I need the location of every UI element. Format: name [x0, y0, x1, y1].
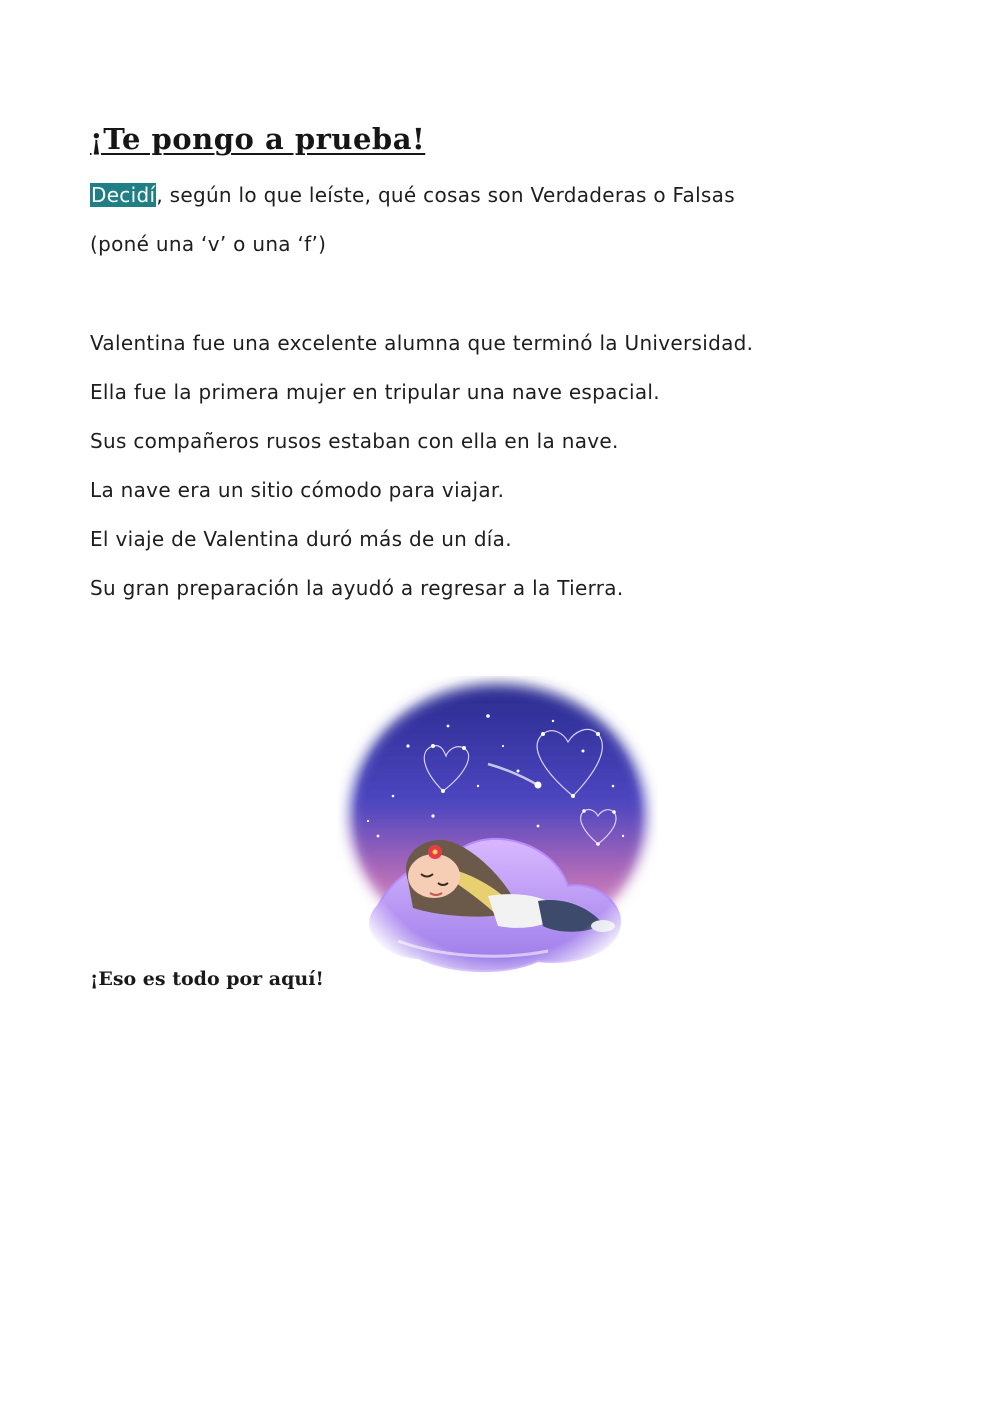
- highlighted-word: Decidí: [91, 183, 156, 207]
- sleeping-girl-illustration: [338, 676, 658, 992]
- statement-5: El viaje de Valentina duró más de un día.: [90, 527, 512, 551]
- statement-4: La nave era un sitio cómodo para viajar.: [90, 478, 505, 502]
- statement-1: Valentina fue una excelente alumna que terminó la Universidad.: [90, 331, 754, 355]
- instructions-line: [90, 183, 735, 207]
- instructions-note: (poné una ‘v’ o una ‘f’): [90, 232, 327, 256]
- instructions-text: , según lo que leíste, qué cosas son Verdaderas o Falsas: [156, 183, 735, 207]
- statement-3: Sus compañeros rusos estaban con ella en la nave.: [90, 429, 619, 453]
- page-title: ¡Te pongo a prueba!: [90, 122, 426, 156]
- statement-2: Ella fue la primera mujer en tripular una nave espacial.: [90, 380, 660, 404]
- closing-text: ¡Eso es todo por aquí!: [90, 968, 324, 990]
- statement-6: Su gran preparación la ayudó a regresar a la Tierra.: [90, 576, 624, 600]
